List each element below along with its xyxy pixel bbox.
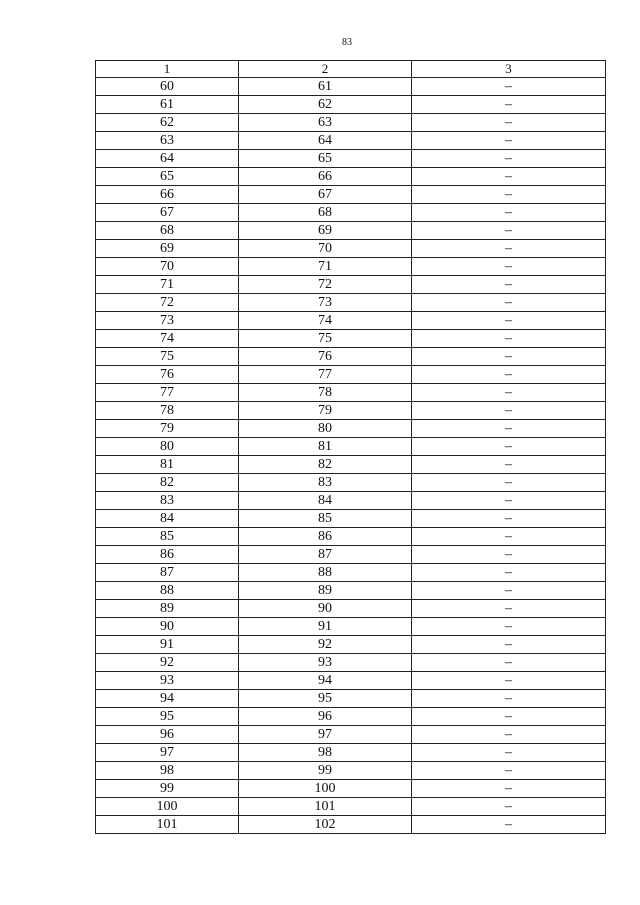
table-cell-col-2: 96 xyxy=(239,708,412,726)
table-cell-col-1: 64 xyxy=(96,150,239,168)
table-row xyxy=(96,186,606,204)
table-cell-col-1: 92 xyxy=(96,654,239,672)
table-cell-col-1: 94 xyxy=(96,690,239,708)
table-row xyxy=(96,168,606,186)
table-cell-col-3: – xyxy=(412,168,606,186)
table-row xyxy=(96,582,606,600)
table-cell-col-3: – xyxy=(412,636,606,654)
table-cell-col-2: 71 xyxy=(239,258,412,276)
table-cell-col-1: 75 xyxy=(96,348,239,366)
table-cell-col-2: 77 xyxy=(239,366,412,384)
table-row xyxy=(96,798,606,816)
table-cell-col-3: – xyxy=(412,510,606,528)
table-row xyxy=(96,654,606,672)
table-cell-col-1: 78 xyxy=(96,402,239,420)
table-cell-col-1: 91 xyxy=(96,636,239,654)
table-row xyxy=(96,294,606,312)
table-cell-col-3: – xyxy=(412,132,606,150)
column-header-2: 2 xyxy=(239,61,412,78)
table-row xyxy=(96,510,606,528)
table-row xyxy=(96,420,606,438)
table-row xyxy=(96,132,606,150)
data-table xyxy=(95,60,606,834)
table-cell-col-3: – xyxy=(412,258,606,276)
table-cell-col-1: 70 xyxy=(96,258,239,276)
table-cell-col-3: – xyxy=(412,600,606,618)
table-cell-col-3: – xyxy=(412,564,606,582)
table-cell-col-3: – xyxy=(412,672,606,690)
table-cell-col-1: 82 xyxy=(96,474,239,492)
table-cell-col-3: – xyxy=(412,420,606,438)
table-cell-col-1: 63 xyxy=(96,132,239,150)
table-cell-col-2: 89 xyxy=(239,582,412,600)
table-cell-col-2: 79 xyxy=(239,402,412,420)
table-cell-col-2: 81 xyxy=(239,438,412,456)
table-cell-col-1: 71 xyxy=(96,276,239,294)
table-cell-col-2: 63 xyxy=(239,114,412,132)
table-cell-col-2: 72 xyxy=(239,276,412,294)
table-cell-col-2: 101 xyxy=(239,798,412,816)
page-number: 83 xyxy=(342,37,352,48)
table-cell-col-1: 99 xyxy=(96,780,239,798)
table-row xyxy=(96,744,606,762)
table-row xyxy=(96,546,606,564)
table-cell-col-3: – xyxy=(412,204,606,222)
column-header-1: 1 xyxy=(96,61,239,78)
table-cell-col-1: 66 xyxy=(96,186,239,204)
table-cell-col-3: – xyxy=(412,474,606,492)
table-row xyxy=(96,150,606,168)
table-row xyxy=(96,366,606,384)
table-cell-col-2: 90 xyxy=(239,600,412,618)
table-row xyxy=(96,276,606,294)
table-cell-col-2: 67 xyxy=(239,186,412,204)
table-cell-col-1: 93 xyxy=(96,672,239,690)
table-cell-col-1: 86 xyxy=(96,546,239,564)
table-row xyxy=(96,816,606,834)
table-cell-col-1: 98 xyxy=(96,762,239,780)
table-cell-col-3: – xyxy=(412,690,606,708)
table-cell-col-3: – xyxy=(412,294,606,312)
table-cell-col-3: – xyxy=(412,402,606,420)
table-cell-col-1: 81 xyxy=(96,456,239,474)
table-row xyxy=(96,330,606,348)
table-cell-col-1: 80 xyxy=(96,438,239,456)
table-cell-col-1: 88 xyxy=(96,582,239,600)
table-row xyxy=(96,312,606,330)
table-cell-col-1: 101 xyxy=(96,816,239,834)
table-cell-col-2: 74 xyxy=(239,312,412,330)
table-cell-col-1: 61 xyxy=(96,96,239,114)
table-cell-col-3: – xyxy=(412,366,606,384)
table-cell-col-1: 74 xyxy=(96,330,239,348)
table-cell-col-2: 64 xyxy=(239,132,412,150)
table-cell-col-3: – xyxy=(412,150,606,168)
table-row xyxy=(96,726,606,744)
table-cell-col-1: 67 xyxy=(96,204,239,222)
table-cell-col-2: 82 xyxy=(239,456,412,474)
table-cell-col-1: 62 xyxy=(96,114,239,132)
table-cell-col-3: – xyxy=(412,798,606,816)
table-cell-col-1: 90 xyxy=(96,618,239,636)
table-cell-col-1: 97 xyxy=(96,744,239,762)
table-cell-col-3: – xyxy=(412,744,606,762)
table-cell-col-3: – xyxy=(412,384,606,402)
table-cell-col-2: 85 xyxy=(239,510,412,528)
table-cell-col-2: 83 xyxy=(239,474,412,492)
table-row xyxy=(96,114,606,132)
table-cell-col-3: – xyxy=(412,726,606,744)
table-cell-col-2: 75 xyxy=(239,330,412,348)
table-row xyxy=(96,402,606,420)
table-cell-col-3: – xyxy=(412,528,606,546)
table-cell-col-2: 78 xyxy=(239,384,412,402)
table-cell-col-2: 91 xyxy=(239,618,412,636)
table-row xyxy=(96,474,606,492)
table-row xyxy=(96,456,606,474)
table-row xyxy=(96,240,606,258)
table-cell-col-3: – xyxy=(412,618,606,636)
table-cell-col-2: 93 xyxy=(239,654,412,672)
table-cell-col-2: 80 xyxy=(239,420,412,438)
table-cell-col-3: – xyxy=(412,816,606,834)
table-row xyxy=(96,762,606,780)
table-row xyxy=(96,672,606,690)
table-cell-col-2: 99 xyxy=(239,762,412,780)
table-row xyxy=(96,492,606,510)
table-cell-col-1: 85 xyxy=(96,528,239,546)
table-row xyxy=(96,690,606,708)
table-cell-col-2: 92 xyxy=(239,636,412,654)
table-row xyxy=(96,348,606,366)
table-cell-col-1: 76 xyxy=(96,366,239,384)
table-row xyxy=(96,222,606,240)
table-row xyxy=(96,204,606,222)
table-cell-col-2: 65 xyxy=(239,150,412,168)
table-cell-col-2: 68 xyxy=(239,204,412,222)
table-cell-col-3: – xyxy=(412,222,606,240)
table-cell-col-2: 95 xyxy=(239,690,412,708)
table-cell-col-3: – xyxy=(412,186,606,204)
table-cell-col-2: 66 xyxy=(239,168,412,186)
table-cell-col-1: 68 xyxy=(96,222,239,240)
table-cell-col-3: – xyxy=(412,96,606,114)
table-row xyxy=(96,528,606,546)
table-row xyxy=(96,618,606,636)
table-cell-col-3: – xyxy=(412,348,606,366)
table-cell-col-2: 86 xyxy=(239,528,412,546)
table-cell-col-1: 96 xyxy=(96,726,239,744)
table-cell-col-2: 61 xyxy=(239,78,412,96)
table-cell-col-2: 70 xyxy=(239,240,412,258)
table-cell-col-3: – xyxy=(412,456,606,474)
table-cell-col-3: – xyxy=(412,78,606,96)
table-row xyxy=(96,258,606,276)
table-cell-col-1: 65 xyxy=(96,168,239,186)
table-cell-col-1: 69 xyxy=(96,240,239,258)
table-cell-col-1: 87 xyxy=(96,564,239,582)
table-body xyxy=(96,78,606,834)
table-cell-col-3: – xyxy=(412,654,606,672)
table-cell-col-3: – xyxy=(412,276,606,294)
table-cell-col-3: – xyxy=(412,762,606,780)
table-row xyxy=(96,600,606,618)
table-cell-col-1: 95 xyxy=(96,708,239,726)
table-cell-col-2: 69 xyxy=(239,222,412,240)
table-cell-col-3: – xyxy=(412,780,606,798)
table-row xyxy=(96,78,606,96)
table-cell-col-1: 100 xyxy=(96,798,239,816)
table-cell-col-1: 83 xyxy=(96,492,239,510)
table-cell-col-1: 60 xyxy=(96,78,239,96)
table-cell-col-1: 84 xyxy=(96,510,239,528)
table-row xyxy=(96,636,606,654)
table-row xyxy=(96,780,606,798)
table-cell-col-3: – xyxy=(412,708,606,726)
table-cell-col-2: 87 xyxy=(239,546,412,564)
table-cell-col-3: – xyxy=(412,240,606,258)
table-cell-col-2: 88 xyxy=(239,564,412,582)
table-cell-col-2: 102 xyxy=(239,816,412,834)
table-cell-col-3: – xyxy=(412,114,606,132)
table-row xyxy=(96,564,606,582)
table-cell-col-3: – xyxy=(412,330,606,348)
table-cell-col-2: 76 xyxy=(239,348,412,366)
table-cell-col-1: 77 xyxy=(96,384,239,402)
table-cell-col-1: 89 xyxy=(96,600,239,618)
table-cell-col-2: 84 xyxy=(239,492,412,510)
table-cell-col-3: – xyxy=(412,546,606,564)
table-row xyxy=(96,708,606,726)
table-row xyxy=(96,384,606,402)
table-cell-col-2: 73 xyxy=(239,294,412,312)
table-cell-col-1: 79 xyxy=(96,420,239,438)
table-header xyxy=(96,61,606,78)
table-cell-col-2: 97 xyxy=(239,726,412,744)
table-cell-col-1: 73 xyxy=(96,312,239,330)
table-cell-col-1: 72 xyxy=(96,294,239,312)
table-cell-col-2: 94 xyxy=(239,672,412,690)
table-cell-col-2: 98 xyxy=(239,744,412,762)
table-row xyxy=(96,96,606,114)
table-row xyxy=(96,438,606,456)
column-header-3: 3 xyxy=(412,61,606,78)
table-cell-col-3: – xyxy=(412,438,606,456)
table-cell-col-2: 62 xyxy=(239,96,412,114)
table-cell-col-3: – xyxy=(412,492,606,510)
table-cell-col-3: – xyxy=(412,312,606,330)
table-cell-col-2: 100 xyxy=(239,780,412,798)
header-row xyxy=(96,61,606,78)
table-cell-col-3: – xyxy=(412,582,606,600)
